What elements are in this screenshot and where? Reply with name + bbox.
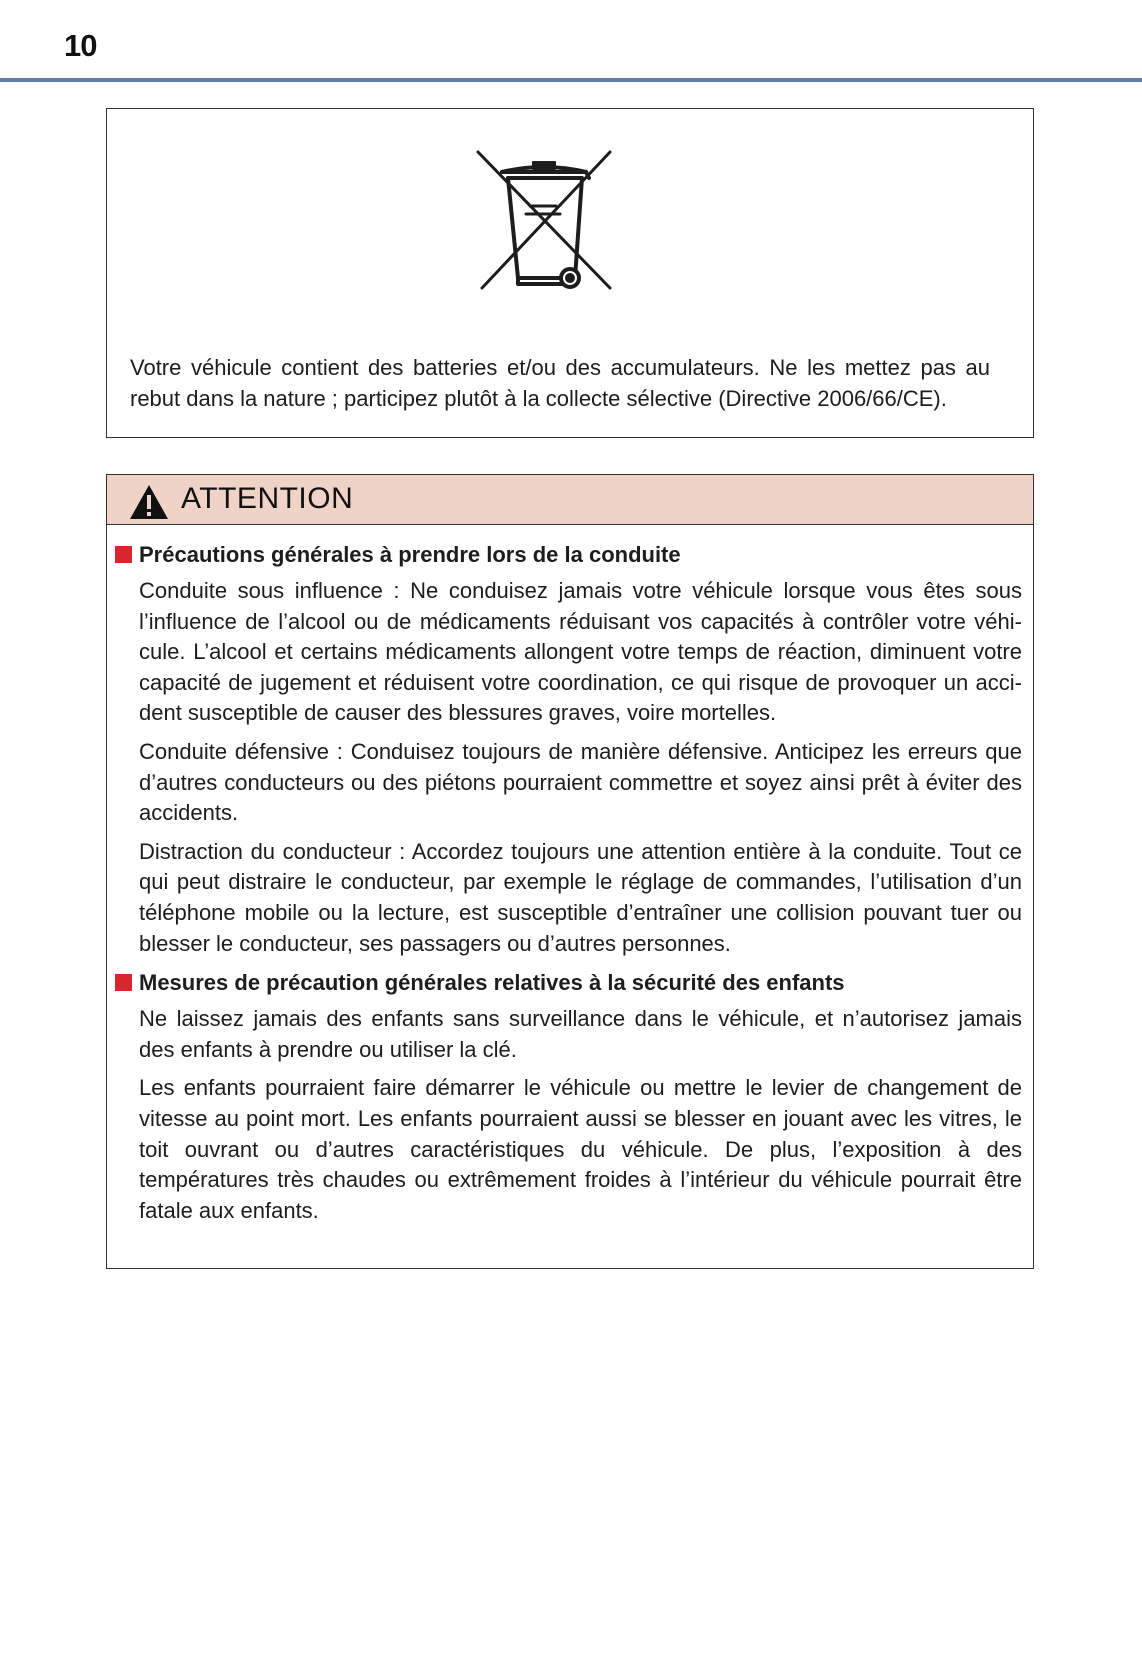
section-title-child-safety xyxy=(107,967,1033,998)
red-bullet-icon xyxy=(115,974,132,991)
paragraph-children-unattended: Ne laissez jamais des enfants sans surveillance dans le véhicule, et n’autorisez jamais des enfants à prendre ou utiliser la clé. xyxy=(139,1006,1022,1062)
paragraph-driving-under-influence: Conduite sous influence : Ne conduisez jamais votre véhicule lorsque vous êtes sous l’influence de l’alcool ou de médicaments réduisant vos capacités à contrôler votre véhicule. L’alcool et certains médicaments allongent votre temps de réaction, diminuent votre capacité de jugement et réduisent votre coordination, ce qui risque de provoquer un accident susceptible de causer des blessures graves, voire mortelles. xyxy=(139,578,1022,726)
page-number: 10 xyxy=(64,28,97,63)
section-title-text: Précautions générales à prendre lors de la conduite xyxy=(139,542,681,567)
section-title-text: Mesures de précaution générales relatives à la sécurité des enfants xyxy=(139,970,845,996)
warning-triangle-icon xyxy=(129,484,169,520)
disposal-notice-text: Votre véhicule contient des batteries et/ou des accumulateurs. Ne les mettez pas au rebut dans la nature ; participez plutôt à la collecte sélective (Directive 2006/66/CE). xyxy=(130,355,990,411)
attention-title: ATTENTION xyxy=(181,482,354,515)
paragraph-defensive-driving: Conduite défensive : Conduisez toujours de manière défensive. Anticipez les erreurs que d’autres conducteurs ou des piétons pourraient commettre et soyez ainsi prêt à éviter des accidents. xyxy=(139,738,1022,826)
red-bullet-icon xyxy=(115,546,132,563)
section-title-driving-precautions xyxy=(107,539,1033,570)
attention-header xyxy=(107,475,1033,525)
header-rule xyxy=(0,78,1142,82)
crossed-out-wheelie-bin-icon xyxy=(470,148,630,303)
attention-content xyxy=(107,539,1033,1234)
paragraph-driver-distraction: Distraction du conducteur : Accordez toujours une attention entière à la conduite. Tout ce qui peut distraire le conducteur, par exemple le réglage de commandes, l’utilisation d’un téléphone mobile ou la lecture, est susceptible d’entraîner une collision pouvant tuer ou blesser le conducteur, ses passagers ou d’autres personnes. xyxy=(139,838,1022,956)
attention-box xyxy=(106,474,1034,1269)
paragraph-children-risks: Les enfants pourraient faire démarrer le véhicule ou mettre le levier de changement de vitesse au point mort. Les enfants pourraient aussi se blesser en jouant avec les vitres, le toit ouvrant ou d’autres caractéristiques du véhicule. De plus, l’exposition à des températures très chaudes ou extrêmement froides à l’intérieur du véhicule pourrait être fatale aux enfants. xyxy=(139,1075,1022,1223)
